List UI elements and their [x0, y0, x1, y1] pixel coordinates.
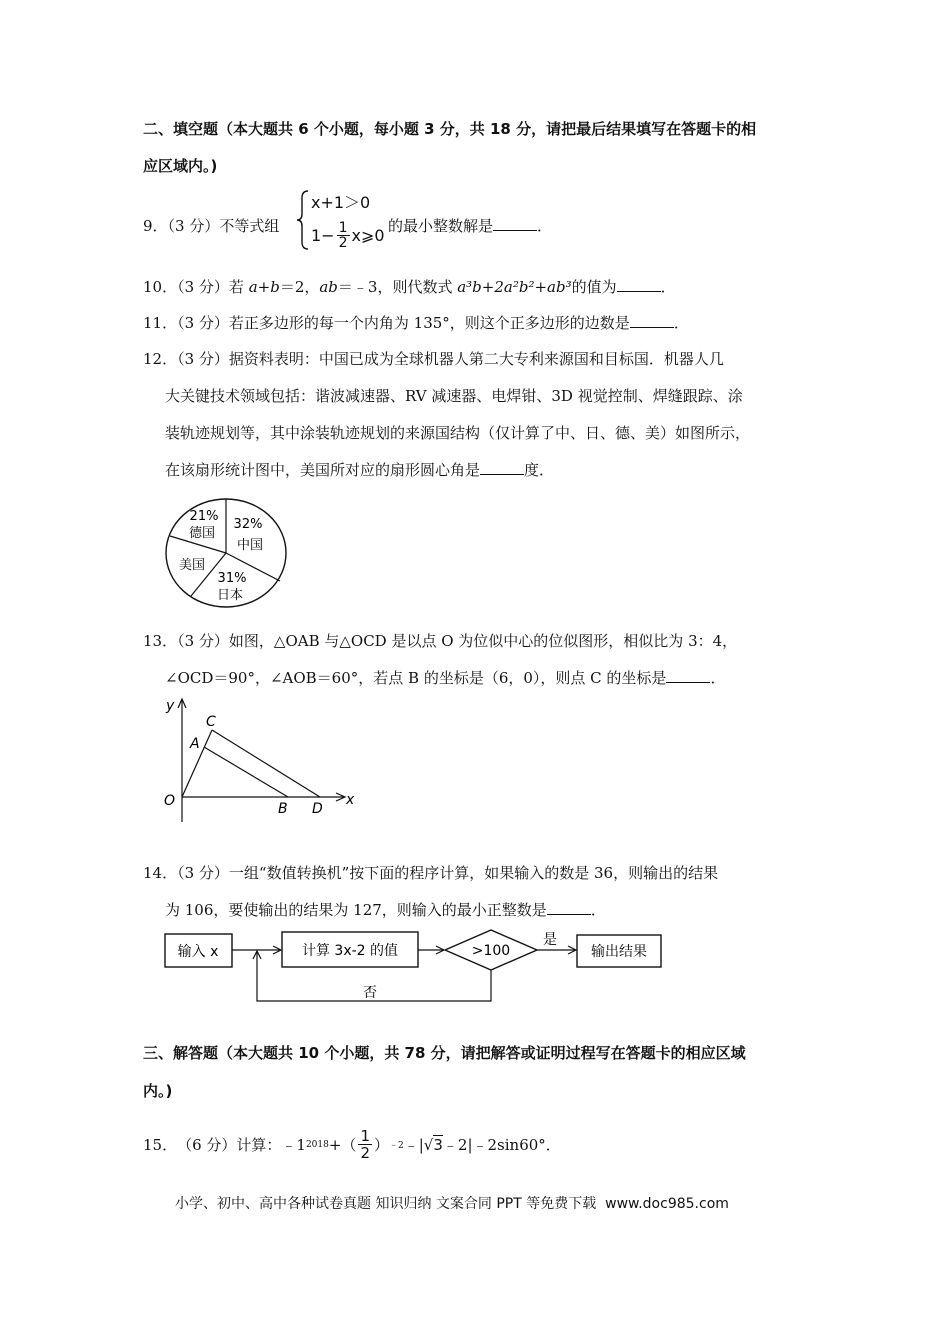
fraction-half: [337, 221, 350, 250]
question-14-line-2: [165, 899, 606, 920]
pie-label-japan-pct: 31%: [217, 571, 247, 586]
question-text: 的最小整数解是: [388, 217, 494, 235]
flow-output-label: 输出结果: [591, 944, 647, 960]
question-15: [143, 1128, 561, 1161]
fraction-numerator: 1: [338, 220, 348, 236]
question-text: 的值为: [571, 278, 617, 296]
question-number: 12．: [143, 350, 178, 368]
flow-yes-label: 是: [543, 932, 557, 948]
sqrt-argument: 3: [433, 1136, 443, 1154]
inequality-2-tail: x⩾0: [351, 226, 385, 245]
question-9: [143, 215, 279, 236]
label-C: C: [206, 714, 216, 730]
question-text: +（: [328, 1136, 357, 1154]
label-A: A: [190, 736, 200, 752]
footer-text: 小学、初中、高中各种试卷真题 知识归纳 文案合同 PPT 等免费下载: [175, 1196, 597, 1212]
question-text: 若: [228, 278, 249, 296]
question-text: ∠OCD＝90°，∠AOB＝60°，若点 B 的坐标是（6，0），则点 C 的坐标是: [165, 669, 667, 687]
answer-blank[interactable]: [480, 461, 524, 475]
question-text: 不等式组: [219, 217, 280, 235]
question-score: （3 分）: [177, 632, 229, 650]
segment-CD: [212, 730, 320, 797]
question-11: [143, 312, 689, 333]
section-2-heading: 二、填空题（本大题共 6 个小题，每小题 3 分，共 18 分，请把最后结果填写在答题卡的相: [143, 120, 757, 138]
question-end: ．: [710, 669, 726, 687]
answer-blank[interactable]: [630, 314, 674, 328]
question-number: 10．: [143, 278, 178, 296]
fraction-denominator: 2: [338, 235, 348, 251]
fraction-numerator: 1: [360, 1127, 370, 1145]
sqrt-sign-icon: √: [423, 1135, 434, 1154]
flow-decision-label: >100: [471, 943, 511, 959]
question-score: （6 分）: [177, 1136, 237, 1154]
fraction-half: [358, 1128, 372, 1161]
question-text: ﹣|: [403, 1136, 424, 1154]
inequality-1: x+1＞0: [311, 193, 371, 212]
question-text: ﹣2|﹣2sin60°．: [442, 1136, 561, 1154]
question-text: ＝﹣3，则代数式: [337, 278, 458, 296]
geometry-figure: [160, 690, 365, 825]
flow-input-label: 输入 x: [177, 944, 219, 960]
question-12-line-4: [165, 459, 554, 480]
question-number: 11．: [143, 314, 178, 332]
question-text: 据资料表明：中国已成为全球机器人第二大专利来源国和目标国．机器人几: [228, 350, 724, 368]
pie-label-germany-pct: 21%: [189, 509, 219, 524]
question-9-tail: [388, 215, 552, 236]
section-2-heading-cont: 应区域内。): [143, 157, 218, 175]
pie-chart: [160, 495, 292, 613]
question-12: [143, 348, 724, 369]
flowchart: [160, 925, 670, 1005]
question-text: 为 106，要使输出的结果为 127，则输入的最小正整数是: [165, 901, 547, 919]
question-text: 若正多边形的每一个内角为 135°，则这个正多边形的边数是: [228, 314, 630, 332]
question-score: （3 分）: [177, 314, 229, 332]
question-number: 9．: [143, 217, 168, 235]
question-number: 14．: [143, 864, 178, 882]
question-score: （3 分）: [177, 864, 229, 882]
answer-blank[interactable]: [493, 217, 537, 231]
question-text: 计算：﹣1: [236, 1136, 306, 1154]
question-12-line-3: 装轨迹规划等，其中涂装轨迹规划的来源国结构（仅计算了中、日、德、美）如图所示，: [165, 424, 751, 442]
question-end: ．: [537, 217, 553, 235]
question-end: ．: [673, 314, 689, 332]
inequality-2-lead: 1−: [311, 226, 335, 245]
question-number: 13．: [143, 632, 178, 650]
math-expression: ab: [319, 278, 338, 296]
question-text: ）: [373, 1136, 389, 1154]
pie-label-usa: 美国: [178, 558, 206, 573]
question-end: ．: [660, 278, 676, 296]
label-B: B: [278, 801, 288, 817]
question-13: [143, 630, 737, 651]
math-expression: a³b+2a²b²+ab³: [457, 278, 572, 296]
question-text: 如图，△OAB 与△OCD 是以点 O 为位似中心的位似图形，相似比为 3：4，: [228, 632, 738, 650]
question-text: 一组“数值转换机”按下面的程序计算，如果输入的数是 36，则输出的结果: [228, 864, 719, 882]
question-12-line-2: 大关键技术领域包括：谐波减速器、RV 减速器、电焊钳、3D 视觉控制、焊缝跟踪、涂: [165, 387, 743, 405]
flow-compute-label: 计算 3x-2 的值: [301, 943, 399, 959]
pie-label-china-pct: 32%: [233, 517, 263, 532]
section-3-heading-cont: 内。): [143, 1082, 173, 1100]
math-expression: a+b: [248, 278, 280, 296]
page-footer: [175, 1193, 729, 1213]
exponent: 2018: [305, 1139, 329, 1150]
question-score: （3 分）: [177, 350, 229, 368]
question-text: 在该扇形统计图中，美国所对应的扇形圆心角是: [165, 461, 481, 479]
section-3-heading: 三、解答题（本大题共 10 个小题，共 78 分，请把解答或证明过程写在答题卡的相应区域: [143, 1044, 746, 1062]
question-14: [143, 862, 718, 883]
exponent: ﹣2: [389, 1141, 404, 1151]
segment-AB: [204, 747, 288, 797]
fraction-denominator: 2: [360, 1144, 370, 1162]
answer-blank[interactable]: [547, 901, 591, 915]
question-13-line-2: [165, 667, 725, 688]
question-end: ．: [590, 901, 606, 919]
label-y: y: [166, 698, 175, 714]
answer-blank[interactable]: [617, 278, 661, 292]
footer-url[interactable]: www.doc985.com: [605, 1196, 729, 1212]
system-brace: [296, 190, 310, 250]
question-10: [143, 276, 676, 297]
label-D: D: [312, 801, 323, 817]
question-text: ＝2，: [279, 278, 320, 296]
question-score: （3 分）: [167, 217, 220, 235]
pie-label-germany: 德国: [188, 526, 216, 541]
flow-no-label: 否: [363, 985, 377, 1001]
label-x: x: [346, 792, 355, 808]
label-O: O: [164, 793, 176, 809]
pie-label-japan: 日本: [216, 588, 244, 603]
question-number: 15．: [143, 1136, 178, 1154]
answer-blank[interactable]: [666, 669, 710, 683]
pie-label-china: 中国: [236, 538, 264, 553]
question-end: 度．: [524, 461, 555, 479]
question-score: （3 分）: [177, 278, 229, 296]
inequality-2: [311, 221, 385, 250]
